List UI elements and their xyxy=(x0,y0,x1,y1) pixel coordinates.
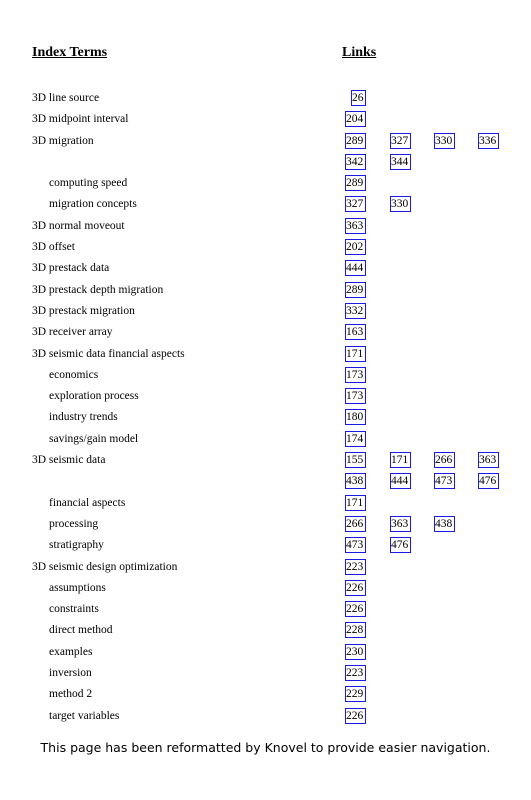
page-link[interactable]: 173 xyxy=(345,367,366,383)
index-subentry xyxy=(0,514,531,535)
page-link[interactable]: 226 xyxy=(345,708,366,724)
index-term: 3D prestack migration xyxy=(32,304,135,317)
index-subentry xyxy=(0,365,531,386)
index-entry xyxy=(0,152,531,173)
index-term: economics xyxy=(49,368,99,381)
index-term: 3D prestack depth migration xyxy=(32,283,164,296)
page-link[interactable]: 171 xyxy=(345,495,366,511)
page-link[interactable]: 155 xyxy=(345,452,366,468)
page-link[interactable]: 229 xyxy=(345,686,366,702)
index-subentry xyxy=(0,620,531,641)
index-subentry xyxy=(0,173,531,194)
page-link[interactable]: 330 xyxy=(434,133,455,149)
page-link[interactable]: 444 xyxy=(345,260,366,276)
page-link[interactable]: 223 xyxy=(345,559,366,575)
index-list xyxy=(0,88,531,727)
page-link[interactable]: 202 xyxy=(345,239,366,255)
page-link[interactable]: 476 xyxy=(390,537,411,553)
index-entry xyxy=(0,109,531,130)
index-term: 3D prestack data xyxy=(32,262,110,275)
page-link[interactable]: 163 xyxy=(345,324,366,340)
index-entry xyxy=(0,88,531,109)
page-link[interactable]: 363 xyxy=(390,516,411,532)
index-term: stratigraphy xyxy=(49,539,104,552)
knovel-footer-note: This page has been reformatted by Knovel to provide easier navigation. xyxy=(40,740,491,755)
page-link[interactable]: 26 xyxy=(351,90,366,106)
page-link[interactable]: 230 xyxy=(345,644,366,660)
index-term: examples xyxy=(49,645,93,658)
index-term: 3D normal moveout xyxy=(32,219,125,232)
index-subentry xyxy=(0,599,531,620)
page-link[interactable]: 444 xyxy=(390,473,411,489)
index-entry xyxy=(0,258,531,279)
index-subentry xyxy=(0,663,531,684)
page-link[interactable]: 363 xyxy=(345,218,366,234)
page-link[interactable]: 266 xyxy=(434,452,455,468)
page-link[interactable]: 174 xyxy=(345,431,366,447)
index-term: 3D offset xyxy=(32,241,75,254)
index-term: method 2 xyxy=(49,688,93,701)
page-link[interactable]: 171 xyxy=(345,346,366,362)
index-term: direct method xyxy=(49,624,113,637)
page-link[interactable]: 342 xyxy=(345,154,366,170)
index-term: migration concepts xyxy=(49,198,137,211)
page-link[interactable]: 327 xyxy=(390,133,411,149)
page-link[interactable]: 173 xyxy=(345,388,366,404)
index-entry xyxy=(0,216,531,237)
index-subentry xyxy=(0,578,531,599)
index-term: constraints xyxy=(49,603,99,616)
page-link[interactable]: 363 xyxy=(478,452,499,468)
index-term: assumptions xyxy=(49,581,106,594)
index-term: financial aspects xyxy=(49,496,126,509)
page-link[interactable]: 327 xyxy=(345,196,366,212)
index-subentry xyxy=(0,386,531,407)
index-term: savings/gain model xyxy=(49,432,139,445)
page-link[interactable]: 336 xyxy=(478,133,499,149)
index-term: 3D migration xyxy=(32,134,94,147)
page-link[interactable]: 289 xyxy=(345,133,366,149)
index-subentry xyxy=(0,194,531,215)
index-term: processing xyxy=(49,517,99,530)
index-entry xyxy=(0,237,531,258)
index-entry xyxy=(0,280,531,301)
index-term: 3D seismic design optimization xyxy=(32,560,178,573)
index-term: computing speed xyxy=(49,177,128,190)
index-entry xyxy=(0,322,531,343)
index-term: inversion xyxy=(49,667,92,680)
index-term: 3D seismic data financial aspects xyxy=(32,347,185,360)
index-term: target variables xyxy=(49,709,120,722)
page-link[interactable]: 228 xyxy=(345,622,366,638)
index-term: 3D receiver array xyxy=(32,326,113,339)
index-subentry xyxy=(0,407,531,428)
page-link[interactable]: 226 xyxy=(345,601,366,617)
index-terms-heading: Index Terms xyxy=(32,45,108,60)
index-subentry xyxy=(0,493,531,514)
index-entry xyxy=(0,557,531,578)
index-entry xyxy=(0,450,531,471)
page-link[interactable]: 223 xyxy=(345,665,366,681)
index-entry xyxy=(0,344,531,365)
index-entry xyxy=(0,131,531,152)
index-entry xyxy=(0,471,531,492)
page-link[interactable]: 266 xyxy=(345,516,366,532)
page-link[interactable]: 289 xyxy=(345,282,366,298)
page-link[interactable]: 473 xyxy=(345,537,366,553)
index-term: 3D line source xyxy=(32,92,100,104)
page-link[interactable]: 438 xyxy=(434,516,455,532)
links-heading: Links xyxy=(342,45,377,60)
page-link[interactable]: 171 xyxy=(390,452,411,468)
page-link[interactable]: 344 xyxy=(390,154,411,170)
index-subentry xyxy=(0,642,531,663)
page-link[interactable]: 476 xyxy=(478,473,499,489)
index-term: exploration process xyxy=(49,390,139,403)
index-subentry xyxy=(0,429,531,450)
page-link[interactable]: 473 xyxy=(434,473,455,489)
index-subentry xyxy=(0,706,531,727)
index-subentry xyxy=(0,535,531,556)
page-link[interactable]: 180 xyxy=(345,409,366,425)
page-link[interactable]: 330 xyxy=(390,196,411,212)
index-subentry xyxy=(0,684,531,705)
page-link[interactable]: 438 xyxy=(345,473,366,489)
page-link[interactable]: 289 xyxy=(345,175,366,191)
index-term: 3D seismic data xyxy=(32,454,106,467)
page-link[interactable]: 226 xyxy=(345,580,366,596)
page-link[interactable]: 332 xyxy=(345,303,366,319)
index-entry xyxy=(0,301,531,322)
index-term: 3D midpoint interval xyxy=(32,113,129,126)
index-term: industry trends xyxy=(49,411,118,424)
page-link[interactable]: 204 xyxy=(345,111,366,127)
